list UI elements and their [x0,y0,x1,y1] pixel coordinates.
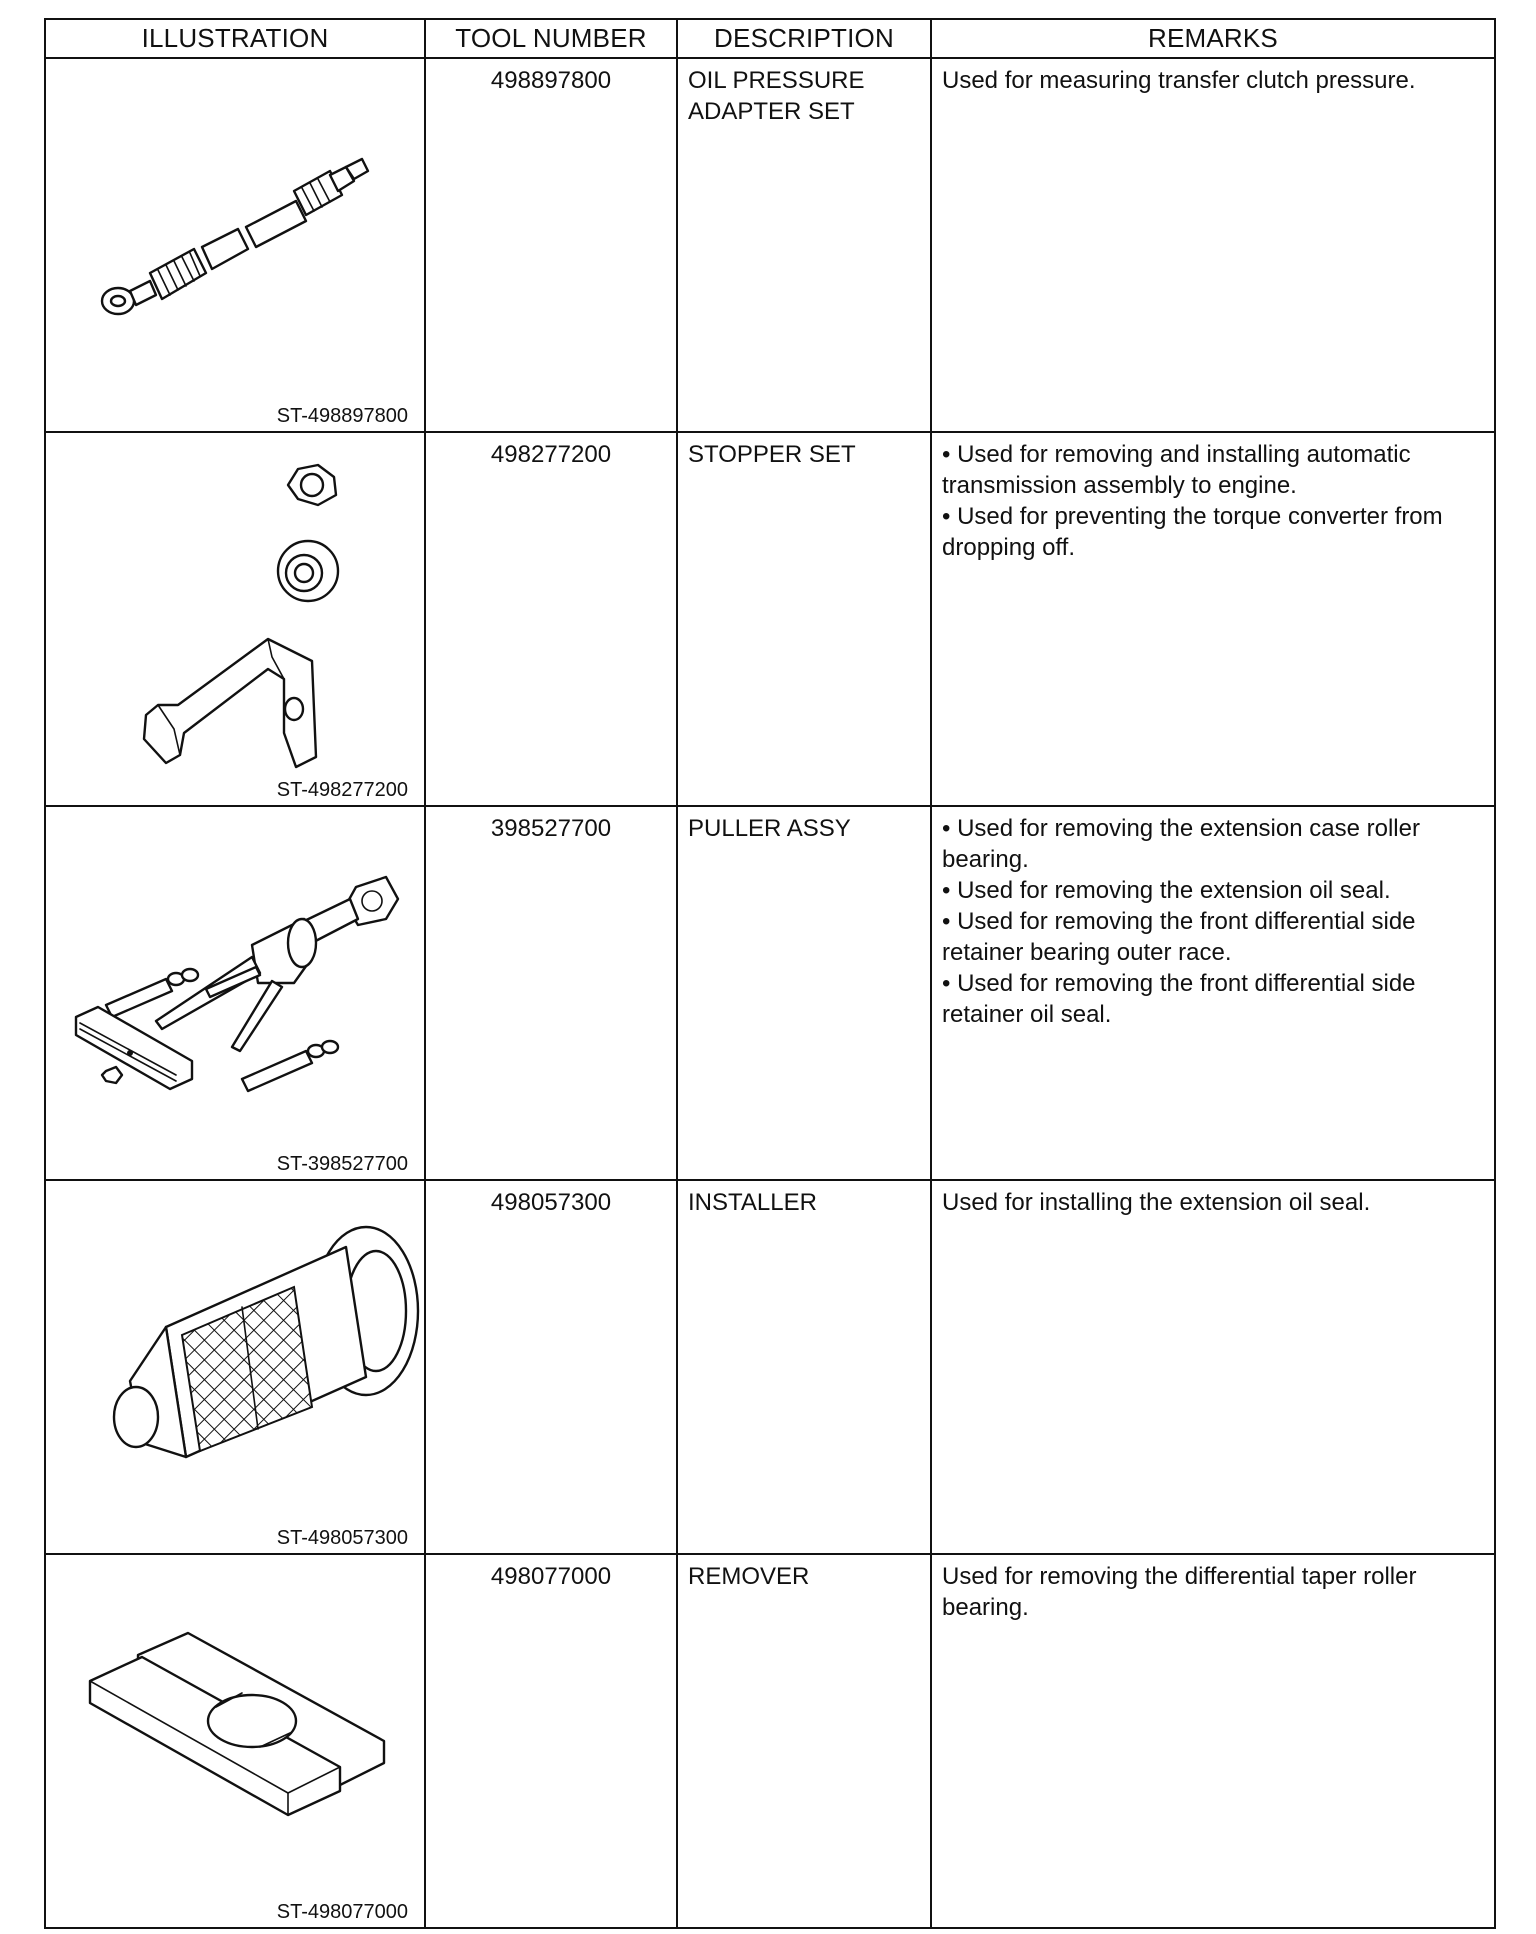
illustration-code: ST-398527700 [276,1153,408,1175]
remark-line: Used for measuring transfer clutch pressure. [942,67,1416,94]
remarks-cell [931,806,1495,1180]
remark-line: Used for installing the extension oil seal. [942,1189,1371,1216]
illustration-cell [45,1554,425,1928]
table-row [45,1554,1495,1928]
remark-line: • Used for removing the front differential side retainer bearing outer race. [942,908,1416,966]
illustration-cell [45,432,425,806]
illustration-code: ST-498897800 [276,405,408,427]
stopper-set-icon [46,433,426,799]
remarks-cell [931,432,1495,806]
remark-line: • Used for removing the extension oil seal. [942,877,1391,904]
remark-line: • Used for removing and installing automatic transmission assembly to engine. [942,441,1411,499]
description-cell: REMOVER [677,1554,931,1928]
remarks-cell [931,1180,1495,1554]
table-header-row [45,19,1495,58]
puller-assy-icon [46,807,426,1173]
remover-icon [46,1555,426,1921]
header-remarks: REMARKS [931,19,1495,58]
special-tools-table [44,18,1496,1929]
description-cell: OIL PRESSURE ADAPTER SET [677,58,931,432]
header-illustration: ILLUSTRATION [45,19,425,58]
remark-line: • Used for removing the extension case roller bearing. [942,815,1420,873]
description-cell: INSTALLER [677,1180,931,1554]
illustration-cell [45,58,425,432]
illustration-cell [45,806,425,1180]
illustration-code: ST-498077000 [276,1901,408,1923]
description-cell: PULLER ASSY [677,806,931,1180]
table-row [45,806,1495,1180]
installer-icon [46,1181,426,1547]
remark-line: • Used for removing the front differential side retainer oil seal. [942,970,1416,1028]
description-cell: STOPPER SET [677,432,931,806]
remark-line: Used for removing the differential taper roller bearing. [942,1563,1417,1621]
remark-line: • Used for preventing the torque converter from dropping off. [942,503,1443,561]
illustration-cell [45,1180,425,1554]
tool-number-cell: 498077000 [425,1554,677,1928]
header-description: DESCRIPTION [677,19,931,58]
table-row [45,432,1495,806]
header-tool-number: TOOL NUMBER [425,19,677,58]
oil-pressure-hose-icon [46,59,426,425]
tool-number-cell: 498897800 [425,58,677,432]
tool-number-cell: 398527700 [425,806,677,1180]
table-row [45,1180,1495,1554]
remarks-cell [931,1554,1495,1928]
tool-number-cell: 498277200 [425,432,677,806]
illustration-code: ST-498057300 [276,1527,408,1549]
table-row [45,58,1495,432]
remarks-cell [931,58,1495,432]
tool-number-cell: 498057300 [425,1180,677,1554]
illustration-code: ST-498277200 [276,779,408,801]
